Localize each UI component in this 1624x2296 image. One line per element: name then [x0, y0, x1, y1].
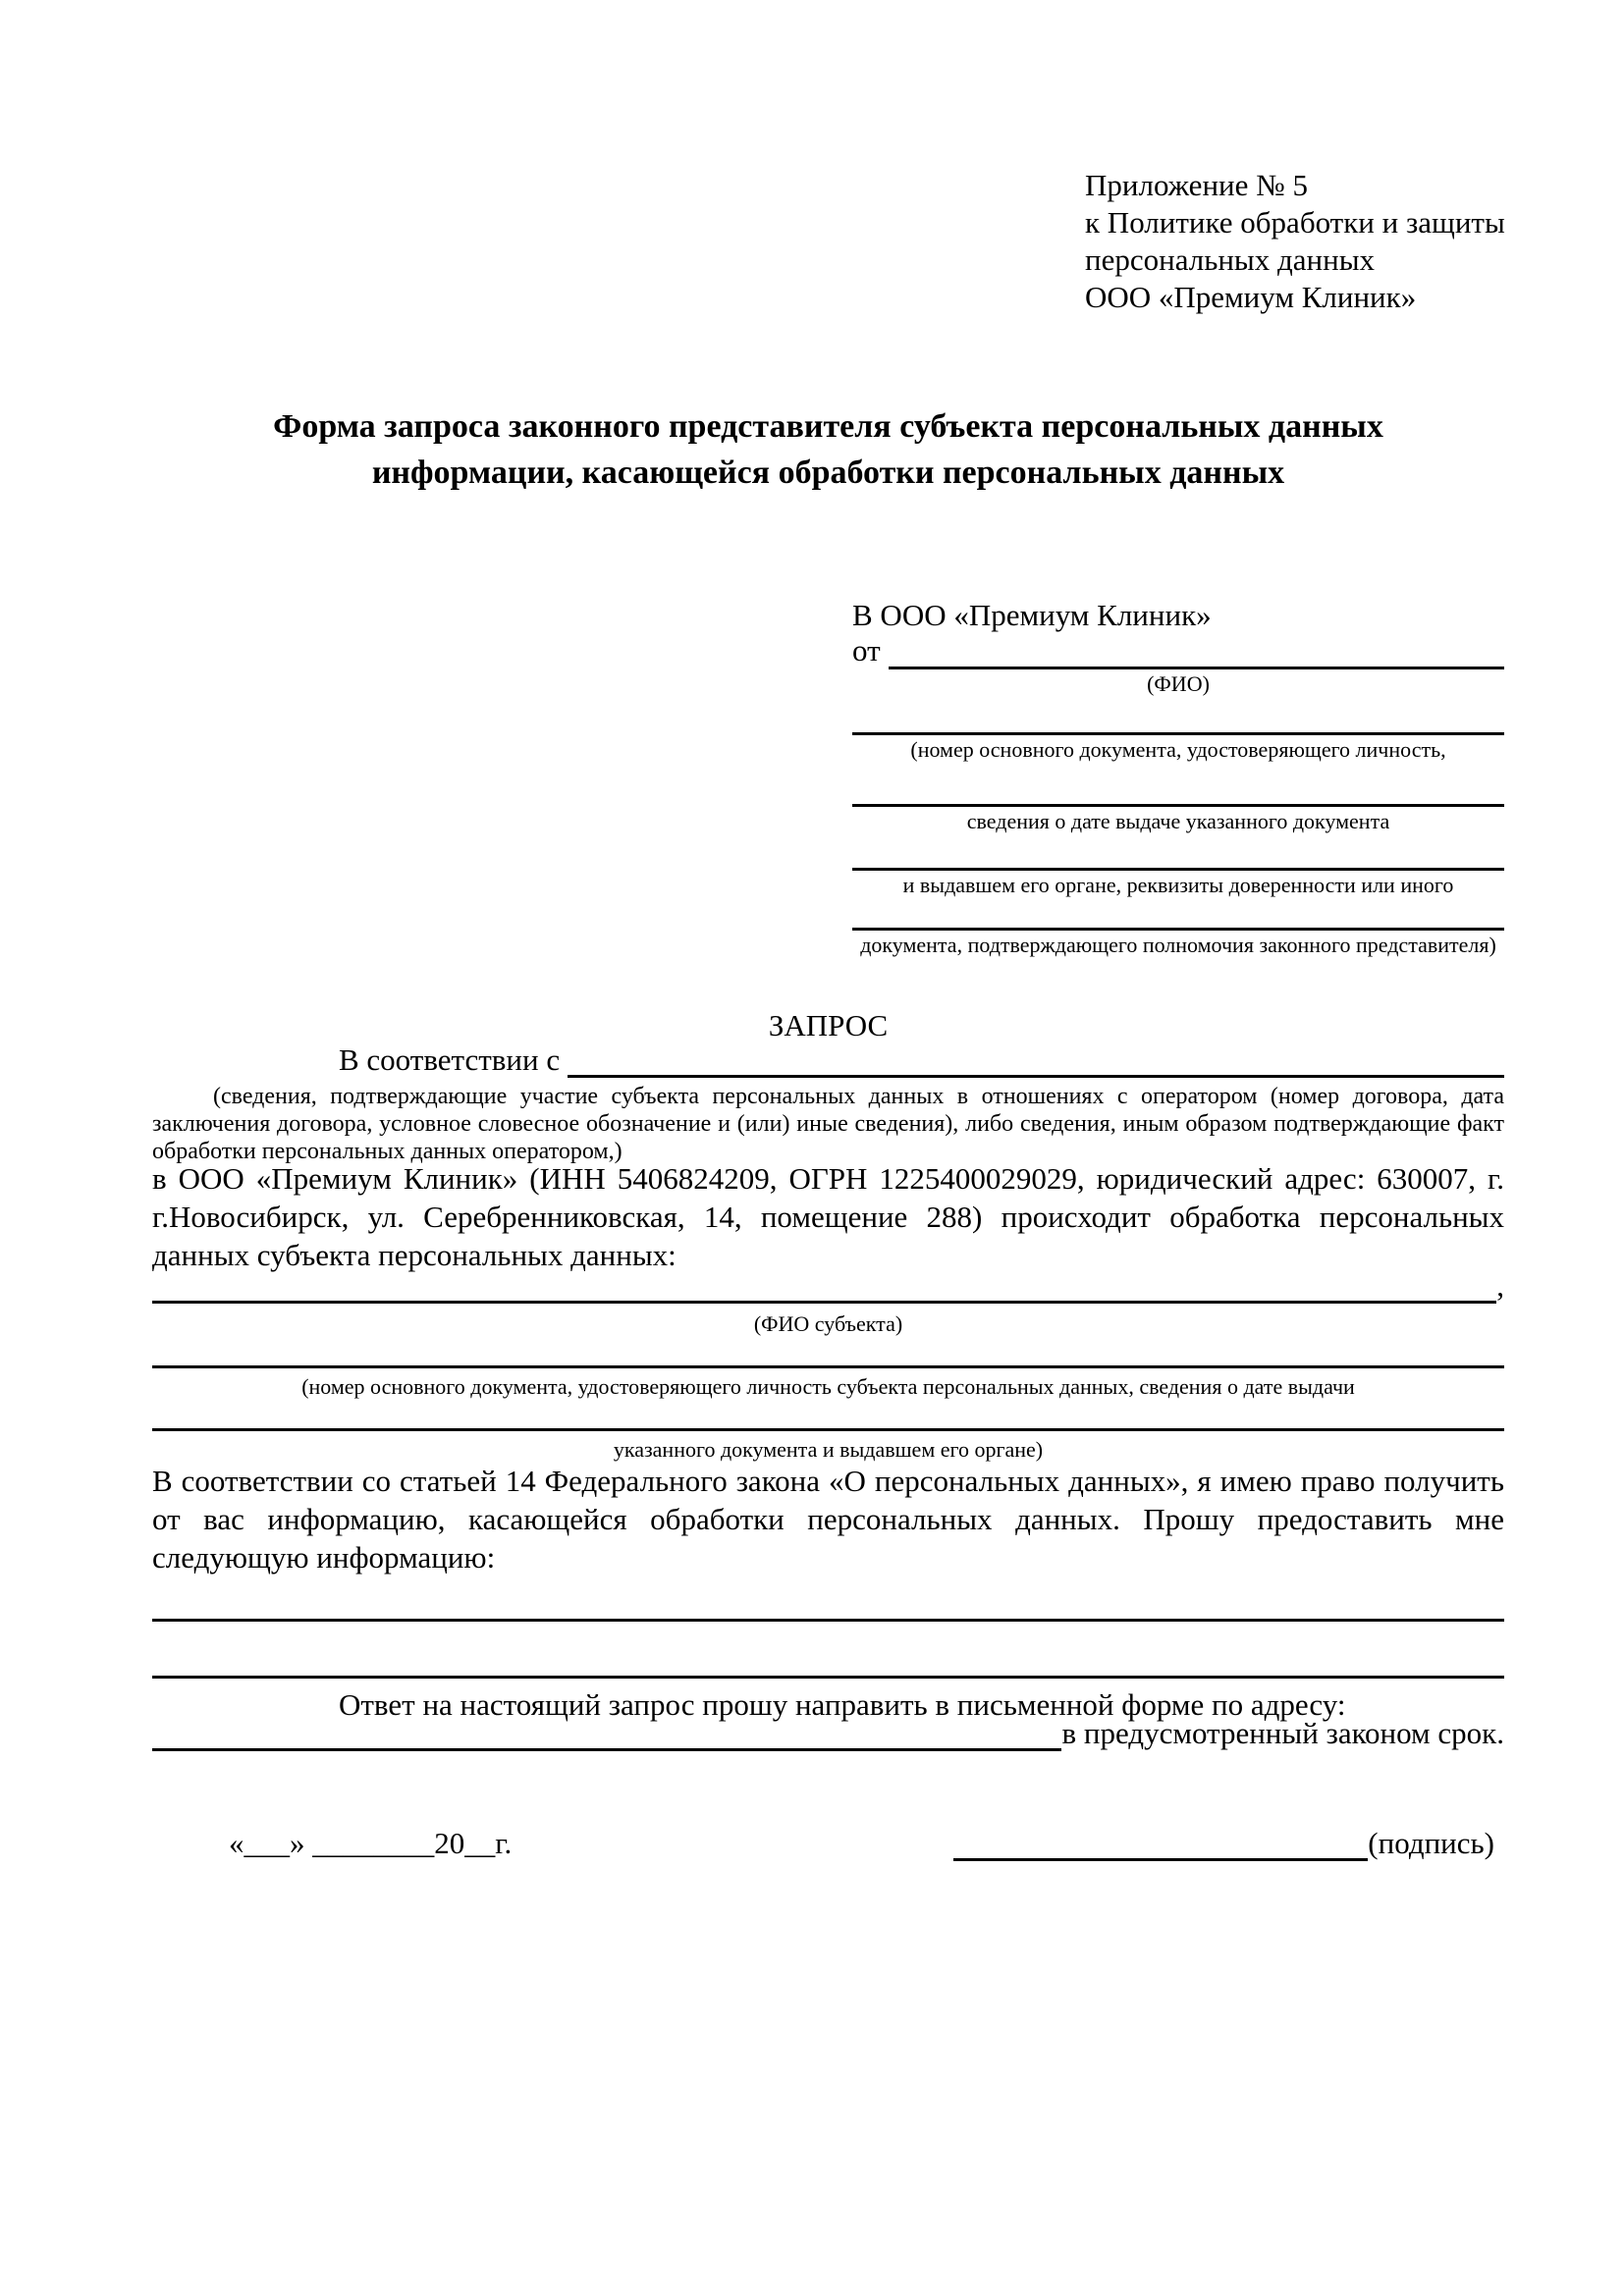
address-blank-line: [152, 1719, 1061, 1751]
blank-line: [852, 732, 1504, 735]
blank-line: [852, 868, 1504, 871]
appendix-line: ООО «Премиум Клиник»: [1085, 280, 1417, 314]
according-row: [152, 1044, 1504, 1078]
fio-blank-line: [889, 637, 1504, 669]
document-caption: (номер основного документа, удостоверяющего личность,: [910, 737, 1446, 762]
document-caption: сведения о дате выдаче указанного документа: [966, 809, 1390, 833]
signature-caption: (подпись): [1368, 1826, 1494, 1860]
subject-fio-caption: (ФИО субъекта): [753, 1311, 903, 1336]
document-caption: и выдавшем его органе, реквизиты доверенности или иного: [902, 873, 1454, 897]
answer-text: Ответ на настоящий запрос прошу направить в письменной форме по адресу:: [339, 1687, 1346, 1722]
operator-paragraph: в ООО «Премиум Клиник» (ИНН 5406824209, ОГРН 1225400029029, юридический адрес: 630007, г. г.Новосибирск, ул. Серебренниковская, 14, помещение 288) происходит обработка персональных данных субъекта персональных данных:: [152, 1161, 1504, 1272]
blank-line: [152, 1676, 1504, 1679]
according-label: В соответствии с: [339, 1042, 561, 1077]
appendix-block: [1085, 167, 1505, 316]
addressee-block: [852, 597, 1504, 958]
blank-line: [852, 928, 1504, 931]
answer-address-row: [152, 1716, 1504, 1751]
document-title-line: Форма запроса законного представителя субъекта персональных данных: [273, 408, 1383, 445]
footer-row: [152, 1822, 1504, 1863]
subject-fio-blank-line: [152, 1271, 1496, 1304]
appendix-line: Приложение № 5: [1085, 168, 1308, 202]
subject-fio-row: [152, 1268, 1504, 1304]
appendix-line: к Политике обработки и защиты: [1085, 205, 1505, 240]
signature-block: [953, 1826, 1494, 1861]
answer-tail: в предусмотренный законом срок.: [1061, 1716, 1504, 1750]
document-title: [152, 403, 1504, 496]
blank-line: [852, 804, 1504, 807]
date-blank: «___» ________20__г.: [229, 1826, 513, 1860]
addressee-organization: В ООО «Премиум Клиник»: [852, 598, 1212, 632]
blank-line: [152, 1619, 1504, 1622]
document-title-line: информации, касающейся обработки персональных данных: [371, 454, 1285, 491]
law-paragraph: В соответствии со статьей 14 Федерального закона «О персональных данных», я имею право получить от вас информацию, касающейся обработки персональных данных. Прошу предоставить мне следующую информацию:: [152, 1464, 1504, 1575]
signature-blank-line: [953, 1829, 1368, 1861]
blank-line: [152, 1428, 1504, 1431]
blank-line: [152, 1365, 1504, 1368]
appendix-line: персональных данных: [1085, 242, 1376, 277]
fio-caption: (ФИО): [1147, 671, 1210, 696]
subject-document-caption: (номер основного документа, удостоверяющего личность субъекта персональных данных, сведения о дате выдачи: [301, 1374, 1355, 1399]
request-heading: ЗАПРОС: [768, 1008, 889, 1042]
according-caption: (сведения, подтверждающие участие субъекта персональных данных в отношениях с оператором (номер договора, дата заключения договора, условное словесное обозначение и (или) иные сведения), либо сведения, иным образом подтверждающие факт обработки персональных данных оператором,): [152, 1084, 1504, 1164]
subject-fio-comma: ,: [1496, 1268, 1504, 1303]
document-caption: документа, подтверждающего полномочия законного представителя): [860, 933, 1496, 957]
subject-document-caption: указанного документа и выдавшем его органе): [613, 1437, 1044, 1462]
from-label: от: [852, 633, 881, 667]
from-row: [852, 634, 1504, 669]
according-blank-line: [568, 1045, 1504, 1078]
